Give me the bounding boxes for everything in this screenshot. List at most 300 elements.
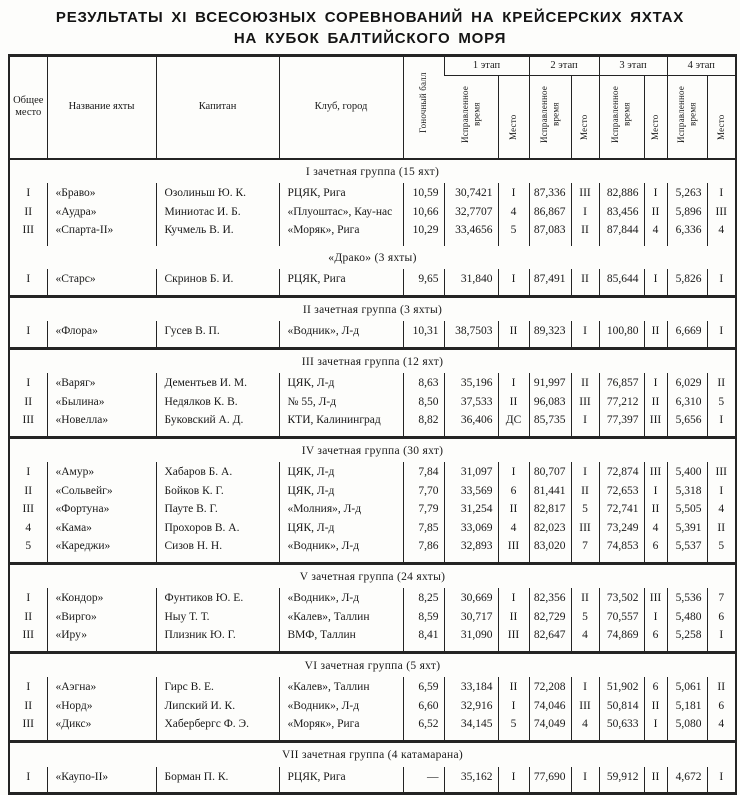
cell-yacht-name: «Былина» — [47, 393, 156, 412]
cell-stage4-place: 7 — [707, 588, 736, 608]
cell-stage1-place: I — [498, 462, 529, 482]
table-row — [9, 697, 736, 716]
cell-racing-score: 7,86 — [403, 538, 444, 564]
cell-stage3-place: III — [644, 462, 667, 482]
cell-captain: Фунтиков Ю. Е. — [156, 588, 279, 608]
cell-stage2-time: 80,707 — [529, 462, 571, 482]
cell-stage1-time: 32,916 — [444, 697, 498, 716]
table-row — [9, 269, 736, 296]
cell-captain: Озолиньш Ю. К. — [156, 183, 279, 203]
cell-stage2-place: 5 — [571, 608, 599, 627]
col-header-stage1-corrected-time — [444, 76, 498, 159]
cell-stage1-time: 33,069 — [444, 519, 498, 538]
table-row — [9, 482, 736, 501]
cell-captain: Прохоров В. А. — [156, 519, 279, 538]
cell-captain: Гусев В. П. — [156, 321, 279, 348]
cell-stage1-place: II — [498, 677, 529, 697]
cell-stage4-place: 4 — [707, 716, 736, 742]
cell-stage2-time: 82,023 — [529, 519, 571, 538]
cell-overall-place: III — [22, 718, 34, 731]
group-title: V зачетная группа (24 яхты) — [9, 563, 736, 588]
table-row — [9, 321, 736, 348]
cell-stage2-time: 91,997 — [529, 373, 571, 393]
cell-stage3-place: 4 — [644, 519, 667, 538]
cell-club-city: ЦЯК, Л-д — [279, 462, 403, 482]
cell-club-city: «Калев», Таллин — [279, 608, 403, 627]
table-row — [9, 588, 736, 608]
group-title: II зачетная группа (3 яхты) — [9, 296, 736, 321]
cell-racing-score: 10,59 — [403, 183, 444, 203]
cell-stage2-place: III — [571, 393, 599, 412]
cell-stage2-time: 87,336 — [529, 183, 571, 203]
cell-stage4-time: 5,181 — [667, 697, 707, 716]
cell-stage1-place: I — [498, 183, 529, 203]
table-row — [9, 519, 736, 538]
page-title-line2: НА КУБОК БАЛТИЙСКОГО МОРЯ — [233, 30, 507, 47]
table-row — [9, 608, 736, 627]
cell-captain: Липский И. К. — [156, 697, 279, 716]
cell-stage1-place: II — [498, 608, 529, 627]
cell-racing-score: 8,50 — [403, 393, 444, 412]
cell-yacht-name: «Каупо-II» — [47, 767, 156, 794]
col-header-stage3-corrected-time — [599, 76, 644, 159]
cell-stage3-place: 6 — [644, 677, 667, 697]
cell-stage4-time: 5,258 — [667, 627, 707, 653]
cell-stage1-time: 31,840 — [444, 269, 498, 296]
cell-club-city: «Плуоштас», Кау-нас — [279, 203, 403, 222]
cell-stage2-place: II — [571, 222, 599, 246]
cell-overall-place: II — [24, 610, 33, 623]
cell-club-city: № 55, Л-д — [279, 393, 403, 412]
cell-stage2-place: II — [571, 269, 599, 296]
cell-stage2-place: I — [571, 321, 599, 348]
cell-stage4-time: 5,537 — [667, 538, 707, 564]
cell-racing-score: 10,29 — [403, 222, 444, 246]
cell-captain: Буковский А. Д. — [156, 412, 279, 438]
group-title: III зачетная группа (12 яхт) — [9, 348, 736, 373]
col-header-racing-score — [403, 56, 444, 159]
cell-stage4-time: 5,826 — [667, 269, 707, 296]
cell-captain: Хабаров Б. А. — [156, 462, 279, 482]
cell-stage4-time: 5,061 — [667, 677, 707, 697]
cell-stage3-place: I — [644, 183, 667, 203]
cell-yacht-name: «Браво» — [47, 183, 156, 203]
cell-stage4-place: I — [707, 269, 736, 296]
cell-racing-score: 10,66 — [403, 203, 444, 222]
group-title-row — [9, 742, 736, 767]
cell-stage2-place: I — [571, 462, 599, 482]
cell-stage1-place: I — [498, 269, 529, 296]
cell-stage3-time: 50,633 — [599, 716, 644, 742]
cell-club-city: РЦЯК, Рига — [279, 183, 403, 203]
cell-stage3-place: II — [644, 501, 667, 520]
table-row — [9, 627, 736, 653]
cell-stage4-place: I — [707, 412, 736, 438]
cell-captain: Дементьев И. М. — [156, 373, 279, 393]
cell-overall-place: 5 — [25, 540, 32, 553]
cell-captain: Скринов Б. И. — [156, 269, 279, 296]
cell-stage4-time: 6,669 — [667, 321, 707, 348]
cell-stage3-place: I — [644, 716, 667, 742]
group-title: I зачетная группа (15 яхт) — [9, 159, 736, 184]
table-row — [9, 203, 736, 222]
cell-stage2-place: 4 — [571, 716, 599, 742]
cell-stage2-time: 82,729 — [529, 608, 571, 627]
cell-racing-score: 8,25 — [403, 588, 444, 608]
cell-stage1-place: II — [498, 501, 529, 520]
cell-stage4-place: 6 — [707, 697, 736, 716]
cell-racing-score: 7,85 — [403, 519, 444, 538]
cell-stage3-place: III — [644, 588, 667, 608]
cell-racing-score: 9,65 — [403, 269, 444, 296]
cell-overall-place: 4 — [25, 521, 32, 534]
cell-stage1-place: 4 — [498, 203, 529, 222]
cell-stage2-time: 72,208 — [529, 677, 571, 697]
cell-stage2-time: 82,817 — [529, 501, 571, 520]
cell-captain: Пауте В. Г. — [156, 501, 279, 520]
cell-stage1-place: ДС — [498, 412, 529, 438]
cell-club-city: «Водник», Л-д — [279, 538, 403, 564]
cell-stage1-time: 32,7707 — [444, 203, 498, 222]
cell-stage1-place: I — [498, 767, 529, 794]
cell-stage4-time: 6,336 — [667, 222, 707, 246]
cell-stage3-time: 76,857 — [599, 373, 644, 393]
col-header-stage4-place — [707, 76, 736, 159]
cell-stage3-place: II — [644, 321, 667, 348]
table-row — [9, 373, 736, 393]
cell-stage1-place: 5 — [498, 716, 529, 742]
cell-stage4-time: 6,310 — [667, 393, 707, 412]
cell-overall-place: III — [22, 414, 34, 427]
cell-stage3-time: 73,502 — [599, 588, 644, 608]
cell-stage4-time: 5,505 — [667, 501, 707, 520]
cell-stage1-place: I — [498, 588, 529, 608]
cell-yacht-name: «Аудра» — [47, 203, 156, 222]
col-header-stage2-place — [571, 76, 599, 159]
cell-stage2-time: 89,323 — [529, 321, 571, 348]
cell-stage3-place: I — [644, 373, 667, 393]
table-row — [9, 677, 736, 697]
page-title-line1: РЕЗУЛЬТАТЫ XI ВСЕСОЮЗНЫХ СОРЕВНОВАНИЙ НА КРЕЙСЕРСКИХ ЯХТАХ — [55, 9, 685, 26]
cell-racing-score: 7,70 — [403, 482, 444, 501]
cell-stage1-place: 6 — [498, 482, 529, 501]
cell-overall-place: I — [26, 681, 31, 694]
cell-club-city: ЦЯК, Л-д — [279, 482, 403, 501]
cell-club-city: РЦЯК, Рига — [279, 767, 403, 794]
cell-overall-place: II — [24, 205, 33, 218]
cell-stage4-time: 5,536 — [667, 588, 707, 608]
cell-overall-place: III — [22, 629, 34, 642]
cell-overall-place: I — [26, 325, 31, 338]
cell-yacht-name: «Сольвейг» — [47, 482, 156, 501]
cell-stage3-place: 6 — [644, 538, 667, 564]
cell-overall-place: I — [26, 273, 31, 286]
cell-yacht-name: «Аэгна» — [47, 677, 156, 697]
cell-stage1-place: I — [498, 373, 529, 393]
cell-stage3-time: 72,653 — [599, 482, 644, 501]
cell-stage3-time: 72,741 — [599, 501, 644, 520]
cell-stage3-place: II — [644, 767, 667, 794]
cell-stage3-time: 72,874 — [599, 462, 644, 482]
cell-overall-place: III — [22, 224, 34, 237]
cell-captain: Бойков К. Г. — [156, 482, 279, 501]
cell-club-city: ЦЯК, Л-д — [279, 373, 403, 393]
cell-stage2-place: 5 — [571, 501, 599, 520]
cell-yacht-name: «Норд» — [47, 697, 156, 716]
cell-stage2-time: 87,083 — [529, 222, 571, 246]
cell-stage1-place: II — [498, 393, 529, 412]
cell-stage4-place: I — [707, 183, 736, 203]
cell-stage2-place: II — [571, 588, 599, 608]
cell-yacht-name: «Иру» — [47, 627, 156, 653]
cell-stage1-time: 33,4656 — [444, 222, 498, 246]
cell-stage3-place: II — [644, 697, 667, 716]
cell-stage1-place: III — [498, 627, 529, 653]
cell-club-city: РЦЯК, Рига — [279, 269, 403, 296]
col-header-stage4-corrected-time — [667, 76, 707, 159]
group-title-row — [9, 437, 736, 462]
cell-stage3-time: 70,557 — [599, 608, 644, 627]
cell-overall-place: II — [24, 484, 33, 497]
corrected-time-vertical-label: Исправленное время — [459, 85, 481, 143]
cell-stage1-time: 35,196 — [444, 373, 498, 393]
cell-stage1-place: 4 — [498, 519, 529, 538]
cell-stage2-time: 74,046 — [529, 697, 571, 716]
cell-yacht-name: «Варяг» — [47, 373, 156, 393]
place-vertical-label: Место — [507, 114, 518, 140]
cell-stage2-time: 86,867 — [529, 203, 571, 222]
cell-club-city: «Водник», Л-д — [279, 697, 403, 716]
cell-club-city: ВМФ, Таллин — [279, 627, 403, 653]
cell-stage3-time: 77,212 — [599, 393, 644, 412]
cell-stage4-place: 6 — [707, 608, 736, 627]
cell-stage4-place: II — [707, 519, 736, 538]
cell-racing-score: 7,79 — [403, 501, 444, 520]
cell-racing-score: — — [403, 767, 444, 794]
cell-stage3-time: 100,80 — [599, 321, 644, 348]
cell-stage4-time: 5,480 — [667, 608, 707, 627]
col-header-stage-4: 4 этап — [667, 56, 736, 76]
corrected-time-vertical-label: Исправленное время — [675, 85, 697, 143]
group-title-row — [9, 159, 736, 184]
cell-yacht-name: «Кареджи» — [47, 538, 156, 564]
cell-stage1-time: 32,893 — [444, 538, 498, 564]
cell-stage3-time: 82,886 — [599, 183, 644, 203]
cell-stage3-time: 73,249 — [599, 519, 644, 538]
place-vertical-label: Место — [579, 114, 590, 140]
cell-stage1-time: 33,569 — [444, 482, 498, 501]
cell-yacht-name: «Флора» — [47, 321, 156, 348]
group-title: VI зачетная группа (5 яхт) — [9, 652, 736, 677]
cell-stage2-time: 83,020 — [529, 538, 571, 564]
col-header-captain: Капитан — [156, 56, 279, 159]
cell-racing-score: 10,31 — [403, 321, 444, 348]
group-title: IV зачетная группа (30 яхт) — [9, 437, 736, 462]
col-header-stage2-corrected-time — [529, 76, 571, 159]
cell-club-city: КТИ, Калининград — [279, 412, 403, 438]
cell-stage4-time: 5,656 — [667, 412, 707, 438]
table-row — [9, 183, 736, 203]
cell-stage2-time: 85,735 — [529, 412, 571, 438]
cell-stage4-place: III — [707, 203, 736, 222]
cell-stage1-time: 36,406 — [444, 412, 498, 438]
cell-stage1-time: 30,669 — [444, 588, 498, 608]
cell-stage4-place: I — [707, 482, 736, 501]
table-row — [9, 538, 736, 564]
cell-stage4-place: 5 — [707, 538, 736, 564]
group-title-row — [9, 348, 736, 373]
cell-stage4-place: I — [707, 627, 736, 653]
cell-stage4-time: 5,318 — [667, 482, 707, 501]
cell-stage1-place: 5 — [498, 222, 529, 246]
cell-stage3-place: I — [644, 608, 667, 627]
cell-stage3-time: 74,869 — [599, 627, 644, 653]
cell-yacht-name: «Кама» — [47, 519, 156, 538]
cell-stage4-time: 5,263 — [667, 183, 707, 203]
table-row — [9, 462, 736, 482]
cell-stage4-time: 6,029 — [667, 373, 707, 393]
cell-stage4-time: 4,672 — [667, 767, 707, 794]
cell-stage3-place: II — [644, 393, 667, 412]
cell-stage3-time: 85,644 — [599, 269, 644, 296]
cell-stage3-place: I — [644, 482, 667, 501]
cell-stage3-time: 51,902 — [599, 677, 644, 697]
cell-racing-score: 8,59 — [403, 608, 444, 627]
cell-racing-score: 6,52 — [403, 716, 444, 742]
cell-stage4-time: 5,400 — [667, 462, 707, 482]
cell-racing-score: 8,41 — [403, 627, 444, 653]
cell-stage3-time: 87,844 — [599, 222, 644, 246]
cell-club-city: «Калев», Таллин — [279, 677, 403, 697]
cell-stage2-place: III — [571, 519, 599, 538]
cell-stage2-place: II — [571, 482, 599, 501]
col-header-stage1-place — [498, 76, 529, 159]
cell-racing-score: 8,82 — [403, 412, 444, 438]
cell-yacht-name: «Новелла» — [47, 412, 156, 438]
cell-yacht-name: «Спарта-II» — [47, 222, 156, 246]
cell-stage2-time: 96,083 — [529, 393, 571, 412]
cell-stage1-time: 31,254 — [444, 501, 498, 520]
cell-overall-place: I — [26, 187, 31, 200]
cell-racing-score: 6,60 — [403, 697, 444, 716]
cell-overall-place: I — [26, 466, 31, 479]
cell-overall-place: I — [26, 377, 31, 390]
cell-racing-score: 8,63 — [403, 373, 444, 393]
cell-racing-score: 7,84 — [403, 462, 444, 482]
cell-stage3-time: 50,814 — [599, 697, 644, 716]
cell-stage2-place: I — [571, 203, 599, 222]
cell-stage3-time: 83,456 — [599, 203, 644, 222]
cell-stage1-time: 30,7421 — [444, 183, 498, 203]
table-row — [9, 393, 736, 412]
cell-stage1-time: 34,145 — [444, 716, 498, 742]
cell-stage3-time: 74,853 — [599, 538, 644, 564]
results-table-body — [9, 159, 736, 794]
cell-stage3-place: I — [644, 269, 667, 296]
cell-stage2-place: I — [571, 412, 599, 438]
cell-club-city: «Водник», Л-д — [279, 588, 403, 608]
cell-stage4-time: 5,896 — [667, 203, 707, 222]
col-header-yacht-name: Название яхты — [47, 56, 156, 159]
cell-stage1-place: I — [498, 697, 529, 716]
cell-stage4-place: 5 — [707, 393, 736, 412]
cell-stage1-place: II — [498, 321, 529, 348]
cell-club-city: «Молния», Л-д — [279, 501, 403, 520]
cell-stage4-place: II — [707, 677, 736, 697]
cell-stage4-time: 5,080 — [667, 716, 707, 742]
cell-stage4-place: I — [707, 321, 736, 348]
cell-stage2-time: 81,441 — [529, 482, 571, 501]
cell-stage2-place: 7 — [571, 538, 599, 564]
group-title-row — [9, 246, 736, 270]
cell-stage2-time: 82,356 — [529, 588, 571, 608]
cell-overall-place: II — [24, 395, 33, 408]
cell-captain: Хабербергс Ф. Э. — [156, 716, 279, 742]
group-title-row — [9, 652, 736, 677]
col-header-overall-place: Общее место — [9, 56, 47, 159]
cell-stage1-time: 37,533 — [444, 393, 498, 412]
place-vertical-label: Место — [715, 114, 726, 140]
cell-stage2-time: 77,690 — [529, 767, 571, 794]
cell-captain: Ныу Т. Т. — [156, 608, 279, 627]
cell-stage1-time: 35,162 — [444, 767, 498, 794]
cell-captain: Борман П. К. — [156, 767, 279, 794]
group-title: «Драко» (3 яхты) — [328, 251, 417, 264]
cell-captain: Недялков К. В. — [156, 393, 279, 412]
cell-club-city: «Моряк», Рига — [279, 222, 403, 246]
cell-yacht-name: «Дикс» — [47, 716, 156, 742]
table-row — [9, 412, 736, 438]
table-header — [9, 56, 736, 159]
cell-yacht-name: «Вирго» — [47, 608, 156, 627]
cell-stage1-time: 31,097 — [444, 462, 498, 482]
cell-captain: Кучмель В. И. — [156, 222, 279, 246]
cell-stage4-place: 4 — [707, 501, 736, 520]
cell-stage3-place: 4 — [644, 222, 667, 246]
cell-stage2-place: 4 — [571, 627, 599, 653]
cell-stage4-place: II — [707, 373, 736, 393]
cell-club-city: «Моряк», Рига — [279, 716, 403, 742]
table-row — [9, 222, 736, 246]
cell-stage4-time: 5,391 — [667, 519, 707, 538]
col-header-stage-2: 2 этап — [529, 56, 599, 76]
cell-stage1-place: III — [498, 538, 529, 564]
col-header-stage-3: 3 этап — [599, 56, 667, 76]
cell-racing-score: 6,59 — [403, 677, 444, 697]
cell-captain: Плизник Ю. Г. — [156, 627, 279, 653]
cell-stage2-time: 74,049 — [529, 716, 571, 742]
cell-overall-place: I — [26, 770, 31, 783]
group-title: VII зачетная группа (4 катамарана) — [9, 742, 736, 767]
table-row — [9, 716, 736, 742]
cell-captain: Миниотас И. Б. — [156, 203, 279, 222]
cell-stage1-time: 33,184 — [444, 677, 498, 697]
racing-score-vertical-label: Гоночный балл — [417, 72, 428, 134]
page-title — [0, 7, 740, 49]
cell-club-city: «Водник», Л-д — [279, 321, 403, 348]
results-table — [8, 54, 737, 795]
cell-stage2-place: II — [571, 373, 599, 393]
corrected-time-vertical-label: Исправленное время — [610, 85, 632, 143]
cell-stage2-time: 87,491 — [529, 269, 571, 296]
cell-stage1-time: 30,717 — [444, 608, 498, 627]
cell-stage2-place: I — [571, 767, 599, 794]
corrected-time-vertical-label: Исправленное время — [538, 85, 560, 143]
cell-stage1-time: 38,7503 — [444, 321, 498, 348]
cell-stage3-time: 59,912 — [599, 767, 644, 794]
cell-stage4-place: III — [707, 462, 736, 482]
table-row — [9, 501, 736, 520]
